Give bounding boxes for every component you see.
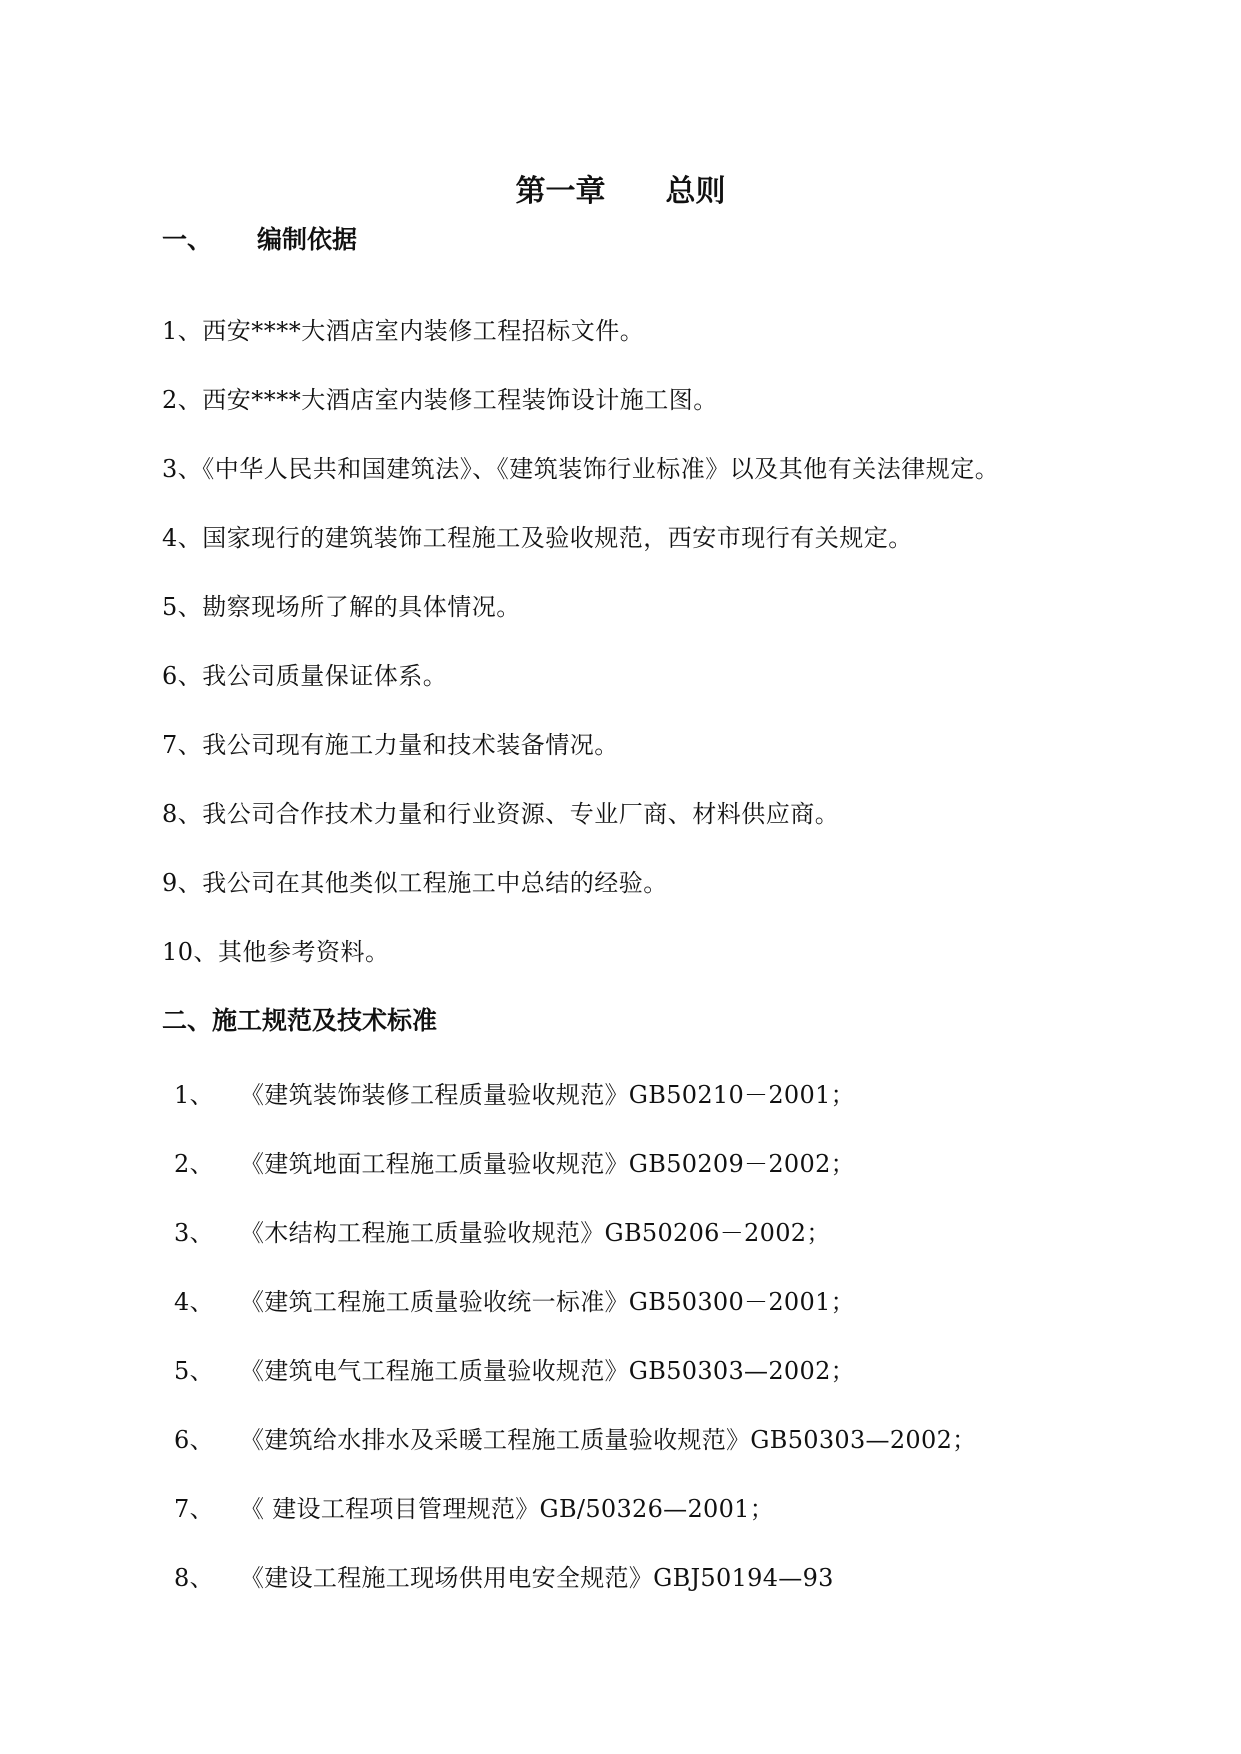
standard-number: 7、: [174, 1495, 214, 1523]
section-title: 施工规范及技术标准: [212, 1006, 438, 1035]
standard-item-6: [174, 1422, 976, 1458]
section-title: 编制依据: [257, 225, 358, 254]
basis-item-2: 2、西安****大酒店室内装修工程装饰设计施工图。: [162, 386, 718, 414]
basis-item-4: 4、国家现行的建筑装饰工程施工及验收规范，西安市现行有关规定。: [162, 524, 913, 552]
basis-item-5: 5、勘察现场所了解的具体情况。: [162, 593, 521, 621]
basis-item-8: 8、我公司合作技术力量和行业资源、专业厂商、材料供应商。: [162, 800, 840, 828]
standard-text: 《木结构工程施工质量验收规范》GB50206－2002；: [240, 1219, 831, 1247]
chapter-title-number: 第一章: [515, 174, 606, 209]
standard-item-8: [174, 1560, 834, 1596]
basis-item-3: 3、《中华人民共和国建筑法》、《建筑装饰行业标准》以及其他有关法律规定。: [162, 455, 1000, 483]
basis-item-1: 1、西安****大酒店室内装修工程招标文件。: [162, 317, 645, 345]
section-heading-2: [162, 1003, 437, 1039]
standard-number: 3、: [174, 1219, 214, 1247]
basis-item-10: 10、其他参考资料。: [162, 938, 390, 966]
basis-item-9: 9、我公司在其他类似工程施工中总结的经验。: [162, 869, 668, 897]
standard-number: 5、: [174, 1357, 214, 1385]
standard-item-2: [174, 1146, 855, 1182]
standard-text: 《建筑装饰装修工程质量验收规范》GB50210－2001；: [240, 1081, 855, 1109]
standard-number: 2、: [174, 1150, 214, 1178]
standard-item-4: [174, 1284, 855, 1320]
standard-number: 1、: [174, 1081, 214, 1109]
standard-item-7: [174, 1491, 774, 1527]
basis-item-6: 6、我公司质量保证体系。: [162, 662, 448, 690]
section-heading-1: [162, 222, 357, 258]
standard-item-5: [174, 1353, 855, 1389]
standard-number: 4、: [174, 1288, 214, 1316]
basis-item-7: 7、我公司现有施工力量和技术装备情况。: [162, 731, 619, 759]
section-number: 二、: [162, 1006, 213, 1035]
standard-text: 《建设工程施工现场供用电安全规范》GBJ50194—93: [240, 1564, 834, 1592]
standard-item-1: [174, 1077, 855, 1113]
standard-text: 《建筑地面工程施工质量验收规范》GB50209－2002；: [240, 1150, 855, 1178]
standard-text: 《 建设工程项目管理规范》GB/50326—2001；: [240, 1495, 775, 1523]
standard-text: 《建筑给水排水及采暖工程施工质量验收规范》GB50303—2002；: [240, 1426, 977, 1454]
chapter-title-name: 总则: [665, 174, 726, 209]
standard-number: 8、: [174, 1564, 214, 1592]
standard-text: 《建筑电气工程施工质量验收规范》GB50303—2002；: [240, 1357, 855, 1385]
chapter-title: [0, 172, 1241, 212]
section-number: 一、: [162, 225, 213, 254]
standard-item-3: [174, 1215, 831, 1251]
standard-text: 《建筑工程施工质量验收统一标准》GB50300－2001；: [240, 1288, 855, 1316]
standard-number: 6、: [174, 1426, 214, 1454]
